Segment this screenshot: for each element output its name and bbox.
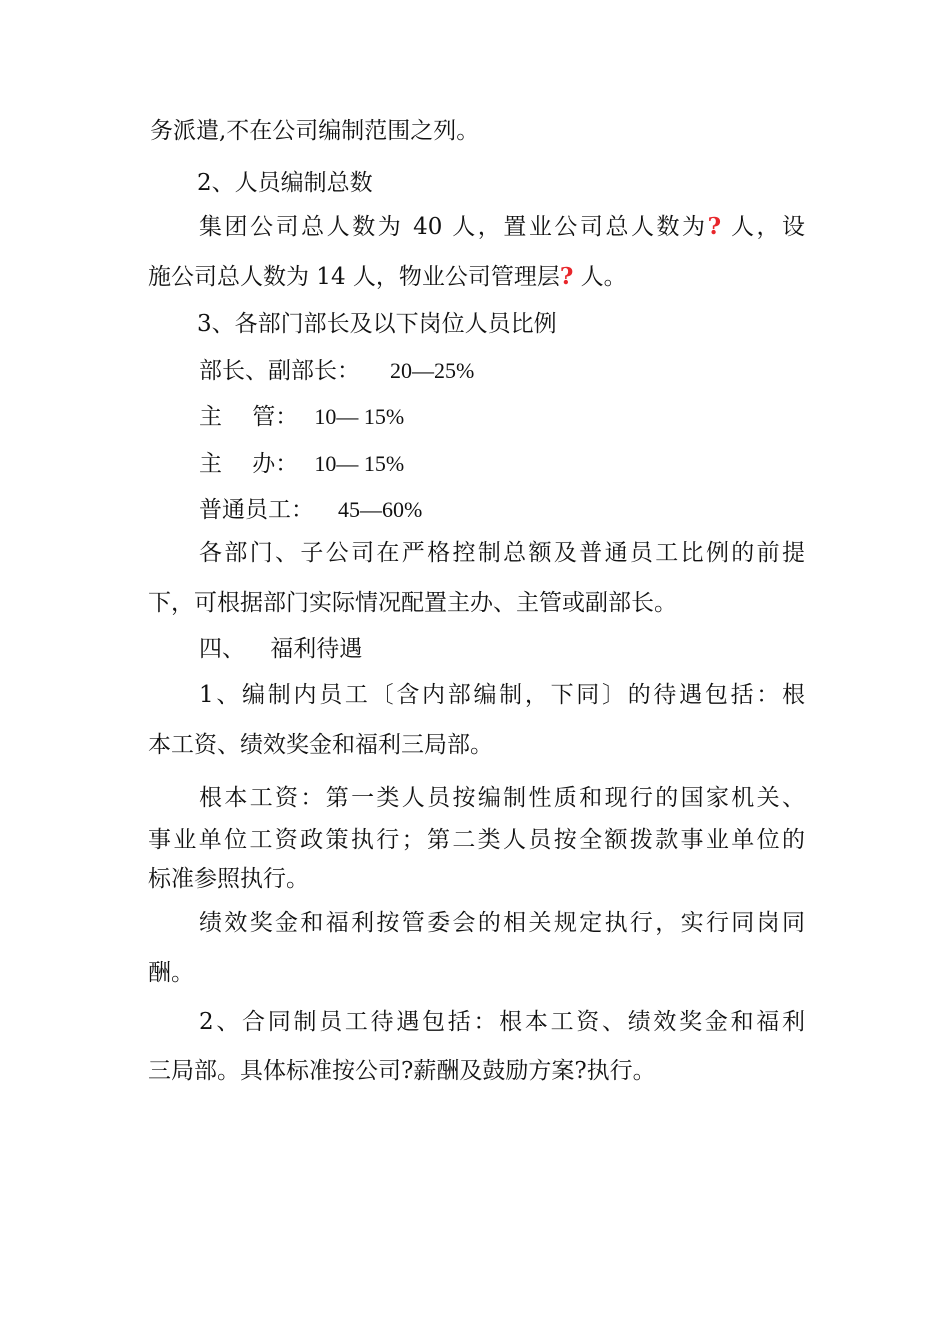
- ratio-value: 10— 15%: [314, 404, 405, 429]
- paragraph-line: 本工资、绩效奖金和福利三局部。: [148, 732, 493, 758]
- paragraph-line: 各部门、子公司在严格控制总额及普通员工比例的前提: [199, 540, 805, 566]
- ratio-value: 10— 15%: [314, 451, 405, 476]
- section-heading: 3、各部门部长及以下岗位人员比例: [197, 311, 557, 337]
- ratio-line: [199, 449, 404, 479]
- ratio-label: 部长、副部长：: [199, 358, 360, 384]
- text-run: 人，设: [721, 214, 806, 240]
- paragraph-line: 务派遣,不在公司编制范围之列。: [150, 118, 480, 144]
- text-run: 施公司总人数为 14 人，物业公司管理层: [148, 264, 560, 290]
- ratio-label: 主 办：: [199, 451, 299, 477]
- ratio-value: 20—25%: [390, 358, 475, 383]
- section-heading: 四、 福利待遇: [199, 636, 363, 662]
- ratio-line: [199, 356, 474, 386]
- unknown-marker: ?: [707, 213, 722, 240]
- ratio-label: 普通员工：: [199, 497, 314, 523]
- paragraph-line: 根本工资：第一类人员按编制性质和现行的国家机关、: [199, 785, 805, 811]
- paragraph-line: [199, 212, 805, 242]
- paragraph-line: 绩效奖金和福利按管委会的相关规定执行，实行同岗同: [199, 910, 805, 936]
- paragraph-line: 下，可根据部门实际情况配置主办、主管或副部长。: [148, 590, 677, 616]
- paragraph-line: 事业单位工资政策执行；第二类人员按全额拨款事业单位的: [148, 827, 805, 853]
- paragraph-line: 标准参照执行。: [148, 866, 309, 892]
- paragraph-line: 1、编制内员工〔含内部编制，下同〕的待遇包括：根: [199, 682, 805, 708]
- ratio-line: [199, 402, 404, 432]
- paragraph-line: 2、合同制员工待遇包括：根本工资、绩效奖金和福利: [199, 1009, 805, 1035]
- text-run: 人。: [573, 264, 627, 290]
- ratio-value: 45—60%: [338, 497, 423, 522]
- paragraph-line: 酬。: [148, 960, 194, 986]
- paragraph-line: 三局部。具体标准按公司?薪酬及鼓励方案?执行。: [148, 1058, 656, 1084]
- text-run: 集团公司总人数为 40 人，置业公司总人数为: [199, 214, 708, 240]
- ratio-line: [199, 495, 422, 525]
- ratio-label: 主 管：: [199, 404, 299, 430]
- paragraph-line: [148, 262, 627, 292]
- section-heading: 2、人员编制总数: [197, 170, 373, 196]
- unknown-marker: ?: [559, 263, 574, 290]
